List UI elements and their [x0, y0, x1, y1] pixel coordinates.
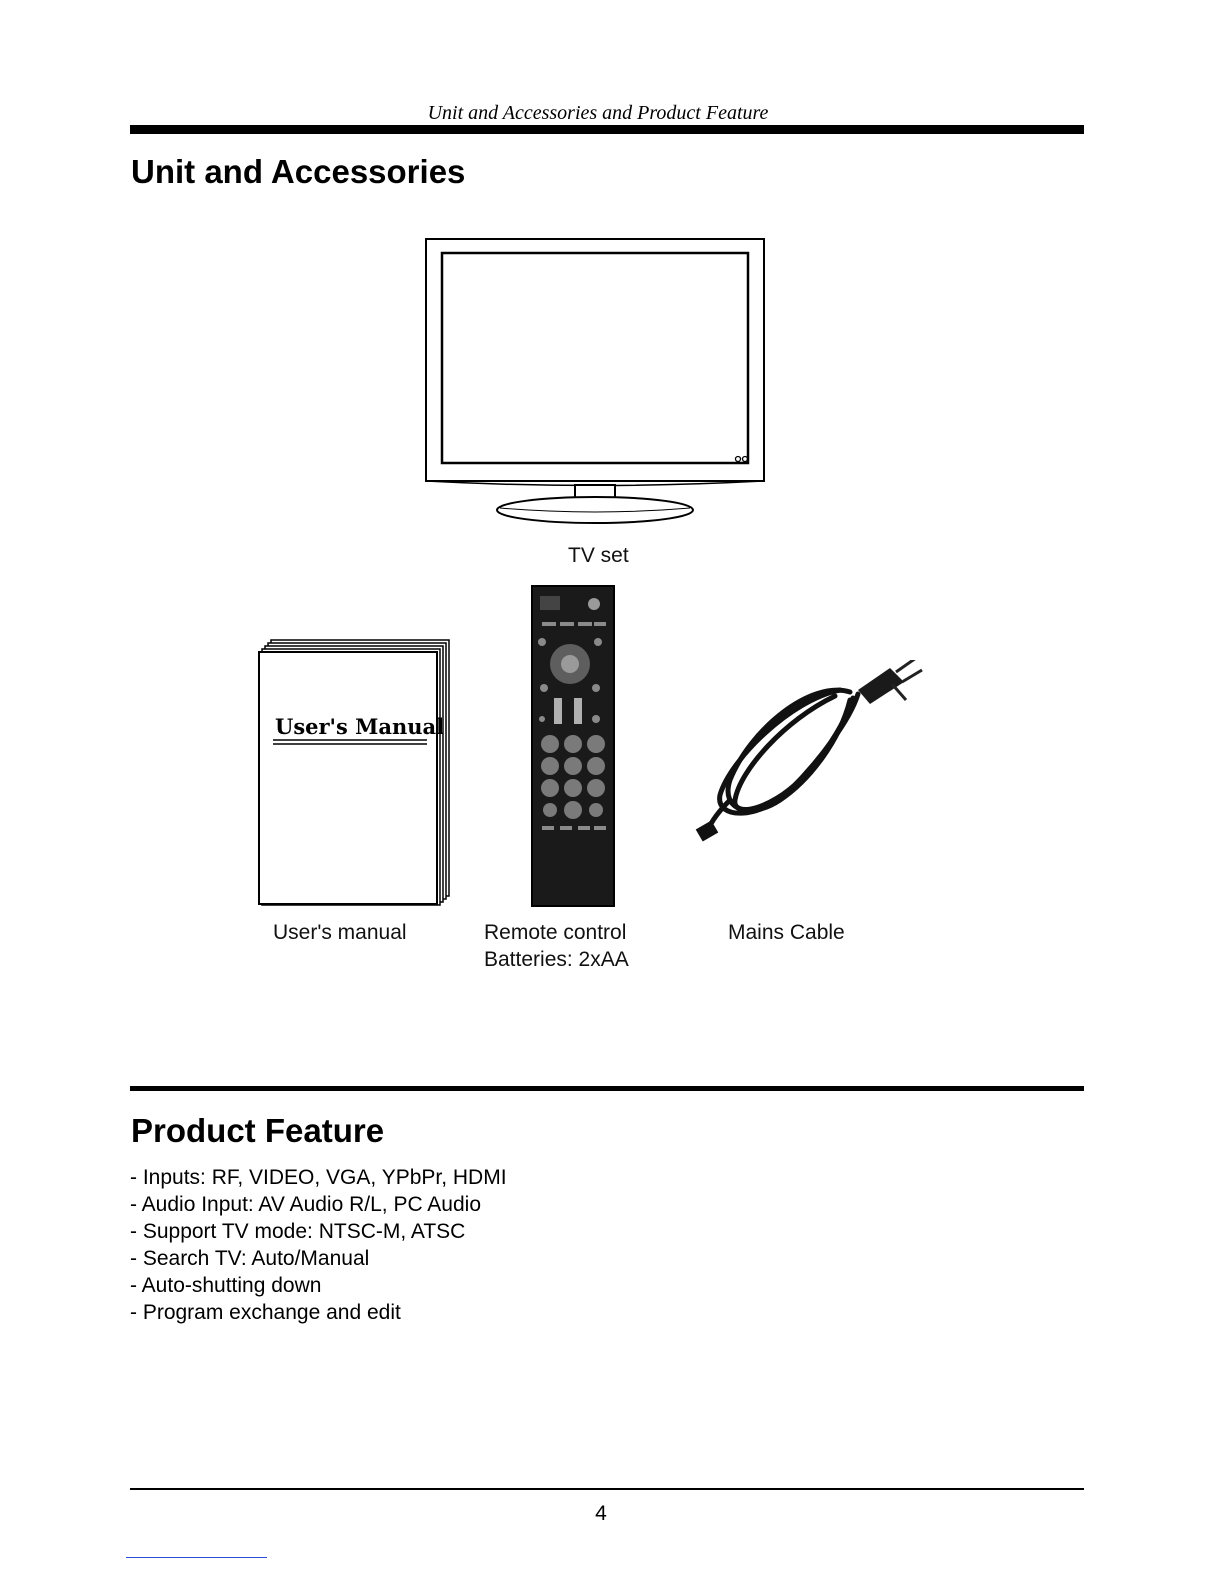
feature-section-title: Product Feature: [131, 1112, 385, 1149]
feature-item: - Program exchange and edit: [130, 1301, 401, 1324]
feature-item: - Search TV: Auto/Manual: [130, 1247, 370, 1270]
remote-caption: Remote control: [484, 921, 627, 944]
tv-set-illustration-icon: [420, 234, 770, 529]
feature-item: - Inputs: RF, VIDEO, VGA, YPbPr, HDMI: [130, 1166, 507, 1189]
feature-item: - Support TV mode: NTSC-M, ATSC: [130, 1220, 466, 1243]
remote-batteries-caption: Batteries: 2xAA: [484, 948, 629, 971]
feature-item: - Audio Input: AV Audio R/L, PC Audio: [130, 1193, 482, 1216]
section-divider-rule: [130, 1086, 1084, 1091]
power-cable-illustration-icon: [690, 660, 940, 850]
manual-booklet-illustration-icon: [255, 636, 455, 906]
feature-item: - Auto-shutting down: [130, 1274, 322, 1297]
manual-caption: User's manual: [273, 921, 407, 944]
running-header: Unit and Accessories and Product Feature: [427, 102, 769, 124]
page-number: 4: [595, 1502, 607, 1525]
tv-caption: TV set: [568, 544, 629, 567]
manual-cover-title: User's Manual: [275, 714, 445, 739]
remote-control-illustration-icon: [530, 584, 616, 908]
footer-rule: [130, 1488, 1084, 1490]
link-underline: [126, 1557, 267, 1558]
cable-caption: Mains Cable: [728, 921, 845, 944]
unit-section-title: Unit and Accessories: [131, 153, 466, 190]
header-rule: [130, 125, 1084, 134]
feature-list: [130, 1164, 507, 1326]
